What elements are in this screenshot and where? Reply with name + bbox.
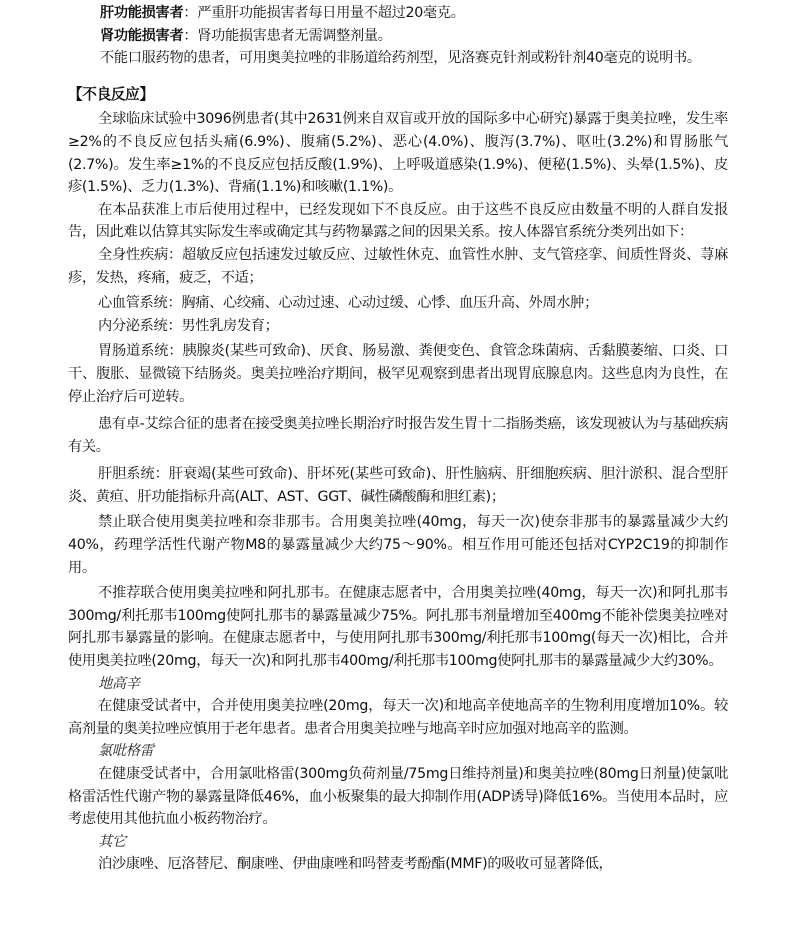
liver-text: ：严重肝功能损害者每日用量不超过20毫克。 [183,5,465,21]
kidney-label: 肾功能损害者 [100,27,184,44]
systemic-disorders-paragraph: 全身性疾病：超敏反应包括速发过敏反应、过敏性休克、血管性水肿、支气管痉挛、间质性肾炎、荨麻疹，发热，疼痛，疲乏，不适； [68,246,728,286]
digoxin-paragraph: 在健康受试者中，合并使用奥美拉唑(20mg，每天一次)和地高辛使地高辛的生物利用度增加10%。较高剂量的奥美拉唑应慎用于老年患者。患者合用奥美拉唑与地高辛时应加强对地高辛的监测。 [68,698,728,737]
liver-label: 肝功能损害者 [100,5,184,21]
other-subheading: 其它 [98,833,126,850]
dosage-section [68,2,728,70]
atazanavir-paragraph: 不推荐联合使用奥美拉唑和阿扎那韦。在健康志愿者中，合用奥美拉唑(40mg，每天一次)和阿扎那韦300mg/利托那韦100mg使阿扎那韦的暴露量减少75%。阿扎那韦剂量增加至400mg不能补偿奥美拉唑对阿扎那韦暴露量的影响。在健康志愿者中，与使用阿扎那韦300mg/利托那韦100mg(每天一次)相比，合并使用奥美拉唑(20mg，每天一次)和阿扎那韦400mg/利托那韦100mg使阿扎那韦的暴露量减少大约30%。 [68,585,728,670]
gastrointestinal-paragraph: 胃肠道系统：胰腺炎(某些可致命)、厌食、肠易激、粪便变色、食管念珠菌病、舌黏膜萎缩、口炎、口干、腹胀、显微镜下结肠炎。奥美拉唑治疗期间，极罕见观察到患者出现胃底腺息肉。这些息肉为良性，在停止治疗后可逆转。 [68,343,728,405]
postmarket-paragraph: 在本品获准上市后使用过程中，已经发现如下不良反应。由于这些不良反应由数量不明的人群自发报告，因此难以估算其实际发生率或确定其与药物暴露之间的因果关系。按人体器官系统分类列出如下： [68,201,728,241]
digoxin-subheading: 地高辛 [98,675,140,692]
clinical-trial-paragraph: 全球临床试验中3096例患者(其中2631例来自双盲或开放的国际多中心研究)暴露于奥美拉唑，发生率≥2%的不良反应包括头痛(6.9%)、腹痛(5.2%)、恶心(4.0%)、腹泻(3.7%)、呕吐(3.2%)和胃肠胀气(2.7%)。发生率≥1%的不良反应包括反酸(1.9%)、上呼吸道感染(1.9%)、便秘(1.5%)、头晕(1.5%)、皮疹(1.5%)、乏力(1.3%)、背痛(1.1%)和咳嗽(1.1%)。 [68,111,728,196]
kidney-dosage-line [68,25,728,48]
liver-dosage-line [68,2,728,25]
kidney-text: ：肾功能损害患者无需调整剂量。 [183,27,392,44]
hepatobiliary-paragraph: 肝胆系统：肝衰竭(某些可致命)、肝坏死(某些可致命)、肝性脑病、肝细胞疾病、胆汁淤积、混合型肝炎、黄疸、肝功能指标升高(ALT、AST、GGT、碱性磷酸酶和胆红素)； [68,466,728,505]
endocrine-paragraph: 内分泌系统：男性乳房发育； [98,317,279,334]
other-paragraph: 泊沙康唑、厄洛替尼、酮康唑、伊曲康唑和吗替麦考酚酯(MMF)的吸收可显著降低， [98,856,613,873]
cardiovascular-paragraph: 心血管系统：胸痛、心绞痛、心动过速、心动过缓、心悸、血压升高、外周水肿； [98,295,598,312]
clopidogrel-subheading: 氯吡格雷 [98,743,154,760]
document-page [68,0,728,876]
nelfinavir-paragraph: 禁止联合使用奥美拉唑和奈非那韦。合用奥美拉唑(40mg，每天一次)使奈非那韦的暴露量减少大约40%，药理学活性代谢产物M8的暴露量减少大约75～90%。相互作用可能还包括对CYP2C19的抑制作用。 [68,514,728,576]
zollinger-ellison-paragraph: 患有卓-艾综合征的患者在接受奥美拉唑长期治疗时报告发生胃十二指肠类癌，该发现被认为与基础疾病有关。 [68,416,728,455]
clopidogrel-paragraph: 在健康受试者中，合用氯吡格雷(300mg负荷剂量/75mg日维持剂量)和奥美拉唑(80mg日剂量)使氯吡格雷活性代谢产物的暴露量降低46%，血小板聚集的最大抑制作用(ADP诱导)降低16%。当使用本品时，应考虑使用其他抗血小板药物治疗。 [68,766,728,828]
adverse-reactions-heading: 【不良反应】 [68,85,154,103]
oral-alternative-paragraph: 不能口服药物的患者，可用奥美拉唑的非肠道给药剂型，见洛赛克针剂或粉针剂40毫克的说明书。 [100,50,701,67]
